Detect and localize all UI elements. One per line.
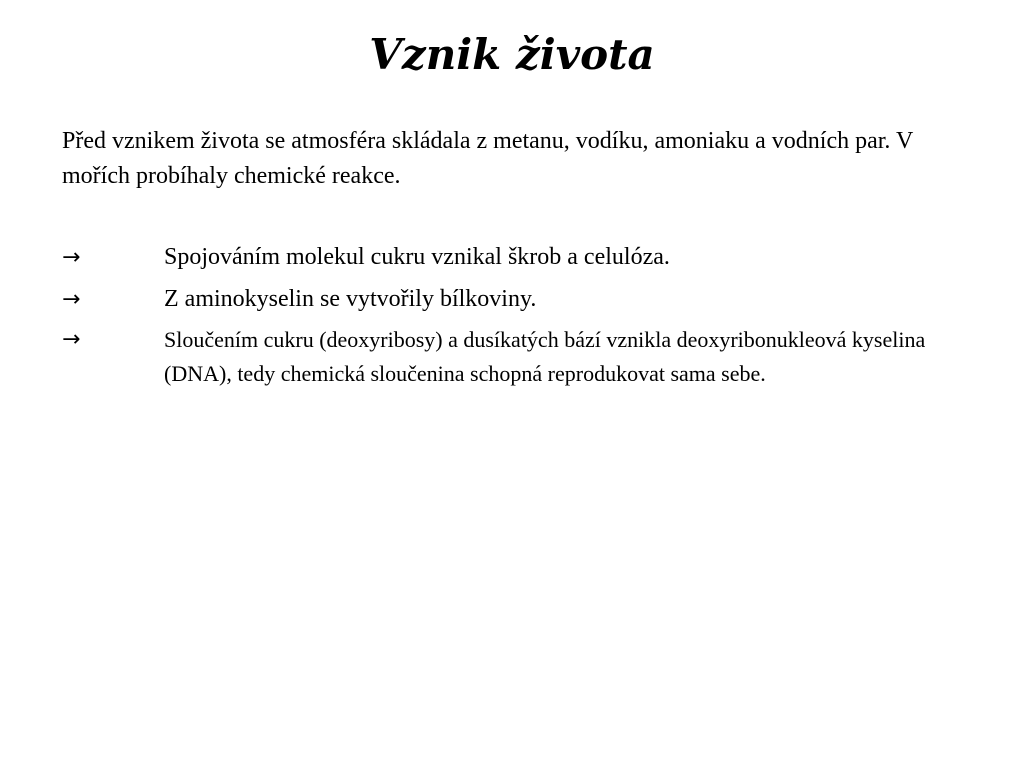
arrow-right-icon: →: [62, 287, 81, 312]
bullet-item: [62, 240, 962, 275]
arrow-right-icon: →: [62, 327, 81, 352]
bullet-item: [62, 282, 962, 317]
bullet-text: Spojováním molekul cukru vznikal škrob a celulóza.: [164, 244, 670, 270]
arrow-right-icon: →: [62, 245, 81, 270]
slide-title: Vznik života: [369, 30, 655, 79]
bullet-text: Z aminokyselin se vytvořily bílkoviny.: [164, 286, 537, 312]
bullet-text: Sloučením cukru (deoxyribosy) a dusíkatých bází vznikla deoxyribonukleová kyselina (DNA), tedy chemická sloučenina schopná reprodukovat sama sebe.: [164, 327, 926, 386]
bullet-list: [62, 240, 962, 391]
bullet-item: [62, 323, 962, 391]
intro-paragraph: Před vznikem života se atmosféra skládala z metanu, vodíku, amoniaku a vodních par. V mořích probíhaly chemické reakce.: [62, 128, 913, 189]
